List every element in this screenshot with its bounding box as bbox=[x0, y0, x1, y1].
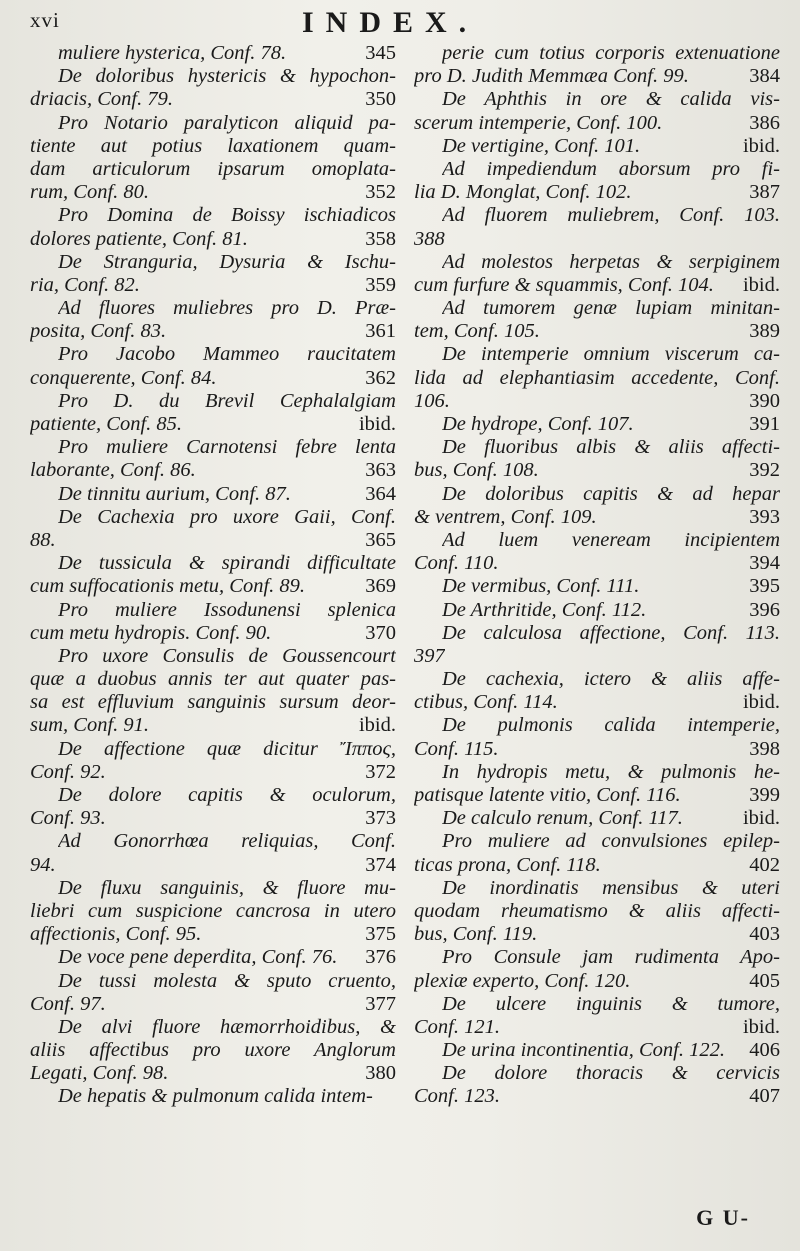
entry-text: driacis, Conf. 79. bbox=[30, 88, 173, 111]
entry-page-number: 361 bbox=[365, 320, 396, 343]
index-column-left bbox=[30, 42, 396, 1109]
index-entry bbox=[414, 877, 780, 947]
entry-page-number: 380 bbox=[365, 1062, 396, 1085]
entry-text: patiente, Conf. 85. bbox=[30, 413, 183, 435]
entry-line bbox=[30, 274, 396, 297]
index-entry bbox=[30, 877, 396, 947]
entry-text: laborante, Conf. 86. bbox=[30, 459, 196, 482]
entry-page-number: 394 bbox=[749, 552, 780, 575]
entry-page-number: 364 bbox=[365, 482, 396, 505]
entry-text: tem, Conf. 105. bbox=[414, 320, 540, 343]
index-entry bbox=[30, 599, 396, 645]
entry-line bbox=[30, 413, 396, 436]
entry-line bbox=[30, 1039, 396, 1062]
entry-page-number: 345 bbox=[365, 42, 396, 64]
entry-text: pro D. Judith Memmæa Conf. 99. bbox=[414, 65, 689, 88]
entry-page-number: ibid. bbox=[742, 691, 780, 714]
entry-line bbox=[414, 645, 780, 668]
entry-text: lia D. Monglat, Conf. 102. bbox=[414, 181, 632, 204]
entry-page-number: 376 bbox=[365, 946, 396, 969]
entry-page-number: 386 bbox=[749, 111, 780, 134]
entry-text: 94. bbox=[30, 853, 56, 876]
entry-text: 106. bbox=[414, 389, 450, 412]
entry-line bbox=[414, 1016, 780, 1039]
entry-line bbox=[30, 993, 396, 1016]
entry-line bbox=[414, 1039, 780, 1062]
entry-page-number: 352 bbox=[365, 181, 396, 204]
entry-line bbox=[30, 181, 396, 204]
index-entry bbox=[30, 297, 396, 343]
entry-line bbox=[414, 251, 780, 274]
entry-text: bus, Conf. 119. bbox=[414, 923, 538, 946]
entry-line bbox=[414, 830, 780, 853]
entry-text: rum, Conf. 80. bbox=[30, 181, 150, 204]
index-entry bbox=[414, 575, 780, 598]
index-entry bbox=[414, 251, 780, 297]
index-entry bbox=[30, 506, 396, 552]
entry-page-number: 384 bbox=[749, 65, 780, 88]
index-entry bbox=[30, 483, 396, 506]
entry-line bbox=[30, 575, 396, 598]
entry-line bbox=[414, 181, 780, 204]
entry-page-number: ibid. bbox=[742, 134, 780, 157]
entry-line bbox=[414, 622, 780, 645]
index-entry bbox=[414, 135, 780, 158]
entry-line bbox=[414, 761, 780, 784]
entry-text: cum suffocationis metu, Conf. 89. bbox=[30, 575, 306, 598]
index-entry bbox=[30, 343, 396, 389]
entry-line bbox=[414, 946, 780, 969]
entry-line bbox=[30, 112, 396, 135]
entry-page-number: 359 bbox=[365, 273, 396, 296]
index-entry bbox=[414, 714, 780, 760]
index-entry bbox=[414, 158, 780, 204]
entry-line bbox=[30, 158, 396, 181]
entry-page-number: ibid. bbox=[358, 413, 396, 435]
index-entry bbox=[30, 645, 396, 738]
entry-text: muliere hysterica, Conf. 78. bbox=[58, 42, 287, 64]
index-entry bbox=[30, 830, 396, 876]
entry-text: & ventrem, Conf. 109. bbox=[414, 505, 597, 528]
entry-text: perie cum totius corporis extenuatione bbox=[442, 42, 780, 64]
entry-text: affectionis, Conf. 95. bbox=[30, 923, 202, 946]
entry-line bbox=[414, 297, 780, 320]
entry-page-number: 375 bbox=[365, 923, 396, 946]
entry-text: De dolore thoracis & cervicis bbox=[442, 1062, 780, 1085]
entry-page-number: 374 bbox=[365, 853, 396, 876]
entry-page-number: 402 bbox=[749, 853, 780, 876]
entry-line bbox=[30, 320, 396, 343]
entry-text: Pro Notario paralyticon aliquid pa- bbox=[58, 111, 396, 134]
entry-text: cum metu hydropis. Conf. 90. bbox=[30, 621, 272, 644]
entry-line bbox=[30, 830, 396, 853]
entry-text: De hydrope, Conf. 107. bbox=[442, 413, 634, 435]
entry-text: Conf. 121. bbox=[414, 1015, 500, 1038]
index-entry bbox=[414, 297, 780, 343]
entry-page-number: 407 bbox=[749, 1085, 780, 1108]
entry-line bbox=[30, 1085, 396, 1108]
entry-page-number: ibid. bbox=[358, 714, 396, 737]
entry-line bbox=[30, 343, 396, 366]
entry-text: Pro muliere Issodunensi splenica bbox=[58, 598, 396, 621]
entry-line bbox=[414, 204, 780, 227]
index-entry bbox=[30, 251, 396, 297]
entry-line bbox=[30, 970, 396, 993]
entry-line bbox=[30, 784, 396, 807]
entry-text: Ad luem veneream incipientem bbox=[442, 528, 780, 551]
index-entry bbox=[414, 946, 780, 992]
page-header bbox=[30, 6, 778, 42]
index-entry bbox=[30, 1016, 396, 1086]
entry-text: Conf. 92. bbox=[30, 760, 106, 783]
entry-text: quæ a duobus annis ter aut quater pas- bbox=[30, 668, 396, 691]
entry-line bbox=[30, 807, 396, 830]
index-entry bbox=[414, 1039, 780, 1062]
entry-text: De intemperie omnium viscerum ca- bbox=[442, 343, 780, 366]
entry-text: Ad Gonorrhœa reliquias, Conf. bbox=[58, 830, 396, 853]
entry-text: De Cachexia pro uxore Gaii, Conf. bbox=[58, 505, 396, 528]
entry-page-number: ibid. bbox=[742, 273, 780, 296]
entry-text: De affectione quæ dicitur Ἴππος, bbox=[58, 737, 396, 760]
index-entry bbox=[30, 970, 396, 1016]
entry-text: Pro muliere Carnotensi febre lenta bbox=[58, 436, 396, 459]
entry-line bbox=[414, 228, 780, 251]
entry-text: De alvi fluore hæmorrhoidibus, & bbox=[58, 1015, 396, 1038]
index-entry bbox=[30, 784, 396, 830]
index-entry bbox=[414, 413, 780, 436]
entry-text: Legati, Conf. 98. bbox=[30, 1062, 169, 1085]
entry-line bbox=[30, 923, 396, 946]
index-entry bbox=[30, 946, 396, 969]
index-entry bbox=[414, 599, 780, 622]
index-entry bbox=[414, 668, 780, 714]
entry-text: Ad molestos herpetas & serpiginem bbox=[442, 250, 780, 273]
entry-text: Conf. 123. bbox=[414, 1085, 500, 1108]
entry-text: De voce pene deperdita, Conf. 76. bbox=[58, 946, 338, 969]
entry-line bbox=[414, 274, 780, 297]
index-entry bbox=[30, 42, 396, 65]
entry-line bbox=[414, 923, 780, 946]
entry-page-number: 365 bbox=[365, 528, 396, 551]
entry-line bbox=[30, 459, 396, 482]
entry-text: cum furfure & squammis, Conf. 104. bbox=[414, 273, 714, 296]
entry-page-number: 398 bbox=[749, 737, 780, 760]
entry-line bbox=[414, 158, 780, 181]
entry-line bbox=[30, 946, 396, 969]
entry-line bbox=[414, 529, 780, 552]
entry-line bbox=[414, 807, 780, 830]
entry-text: De Aphthis in ore & calida vis- bbox=[442, 88, 780, 111]
entry-line bbox=[414, 506, 780, 529]
entry-text: De fluoribus albis & aliis affecti- bbox=[442, 436, 780, 459]
entry-text: De urina incontinentia, Conf. 122. bbox=[442, 1039, 725, 1062]
entry-line bbox=[30, 506, 396, 529]
entry-line bbox=[30, 88, 396, 111]
entry-page-number: ibid. bbox=[742, 1015, 780, 1038]
entry-line bbox=[414, 900, 780, 923]
entry-text: De calculo renum, Conf. 117. bbox=[442, 807, 683, 830]
entry-line bbox=[30, 483, 396, 506]
index-entry bbox=[414, 830, 780, 876]
entry-page-number: 391 bbox=[749, 413, 780, 435]
entry-line bbox=[414, 320, 780, 343]
entry-line bbox=[30, 877, 396, 900]
entry-text: De fluxu sanguinis, & fluore mu- bbox=[58, 876, 396, 899]
page-title: INDEX. bbox=[302, 6, 479, 39]
entry-text: 88. bbox=[30, 528, 56, 551]
index-entry bbox=[414, 1062, 780, 1108]
entry-text: sa est effluvium sanguinis sursum deor- bbox=[30, 691, 396, 714]
entry-text: De doloribus capitis & ad hepar bbox=[442, 482, 780, 505]
entry-line bbox=[30, 390, 396, 413]
entry-text: De dolore capitis & oculorum, bbox=[58, 784, 396, 806]
entry-text: lida ad elephantiasim accedente, Conf. bbox=[414, 366, 780, 389]
index-entry bbox=[414, 622, 780, 668]
entry-line bbox=[30, 714, 396, 737]
entry-text: De tinnitu aurium, Conf. 87. bbox=[58, 482, 291, 505]
index-entry bbox=[414, 761, 780, 807]
entry-text: Ad tumorem genæ lupiam minitan- bbox=[442, 297, 780, 320]
index-entry bbox=[30, 738, 396, 784]
entry-line bbox=[414, 413, 780, 436]
index-entry bbox=[414, 436, 780, 482]
entry-text: dolores patiente, Conf. 81. bbox=[30, 227, 248, 250]
index-entry bbox=[30, 1085, 396, 1108]
index-entry bbox=[414, 88, 780, 134]
entry-line bbox=[30, 297, 396, 320]
entry-page-number: 370 bbox=[365, 621, 396, 644]
entry-text: bus, Conf. 108. bbox=[414, 459, 539, 482]
entry-text: 397 bbox=[414, 644, 445, 667]
index-entry bbox=[414, 42, 780, 88]
entry-text: ctibus, Conf. 114. bbox=[414, 691, 558, 714]
entry-line bbox=[414, 784, 780, 807]
entry-text: Pro Consule jam rudimenta Apo- bbox=[442, 946, 780, 969]
entry-text: tiente aut potius laxationem quam- bbox=[30, 134, 396, 157]
entry-text: posita, Conf. 83. bbox=[30, 320, 167, 343]
entry-page-number: 350 bbox=[365, 88, 396, 111]
entry-line bbox=[414, 1085, 780, 1108]
entry-line bbox=[414, 668, 780, 691]
entry-text: De Arthritide, Conf. 112. bbox=[442, 598, 647, 621]
entry-page-number: 395 bbox=[749, 575, 780, 598]
entry-line bbox=[30, 436, 396, 459]
entry-text: Ad impediendum aborsum pro fi- bbox=[442, 157, 780, 180]
index-entry bbox=[414, 807, 780, 830]
entry-text: plexiæ experto, Conf. 120. bbox=[414, 969, 631, 992]
entry-line bbox=[30, 228, 396, 251]
entry-page-number: 405 bbox=[749, 969, 780, 992]
entry-text: De calculosa affectione, Conf. 113. bbox=[442, 621, 780, 644]
entry-text: De pulmonis calida intemperie, bbox=[442, 714, 780, 737]
catchword: G U- bbox=[696, 1205, 750, 1230]
entry-text: Pro Domina de Boissy ischiadicos bbox=[58, 204, 396, 227]
entry-text: De hepatis & pulmonum calida intem- bbox=[58, 1085, 373, 1108]
entry-text: sum, Conf. 91. bbox=[30, 714, 150, 737]
entry-text: dam articulorum ipsarum omoplata- bbox=[30, 157, 396, 180]
entry-text: ria, Conf. 82. bbox=[30, 273, 140, 296]
entry-line bbox=[30, 367, 396, 390]
entry-line bbox=[414, 390, 780, 413]
entry-line bbox=[414, 552, 780, 575]
entry-text: 388 bbox=[414, 227, 445, 250]
entry-text: ticas prona, Conf. 118. bbox=[414, 853, 601, 876]
entry-page-number: 399 bbox=[749, 784, 780, 806]
entry-line bbox=[414, 738, 780, 761]
entry-line bbox=[414, 877, 780, 900]
entry-line bbox=[414, 112, 780, 135]
entry-line bbox=[414, 88, 780, 111]
index-entry bbox=[30, 112, 396, 205]
entry-line bbox=[30, 599, 396, 622]
entry-line bbox=[30, 65, 396, 88]
entry-text: quodam rheumatismo & aliis affecti- bbox=[414, 899, 780, 922]
page-number: xvi bbox=[30, 8, 60, 32]
entry-text: Pro Jacobo Mammeo raucitatem bbox=[58, 343, 396, 366]
entry-text: Conf. 110. bbox=[414, 552, 499, 575]
entry-page-number: 403 bbox=[749, 923, 780, 946]
entry-line bbox=[30, 251, 396, 274]
entry-page-number: ibid. bbox=[742, 807, 780, 830]
entry-line bbox=[30, 738, 396, 761]
entry-text: Conf. 93. bbox=[30, 807, 106, 830]
index-entry bbox=[414, 529, 780, 575]
entry-text: Conf. 115. bbox=[414, 737, 499, 760]
entry-page-number: 377 bbox=[365, 992, 396, 1015]
index-entry bbox=[414, 993, 780, 1039]
entry-line bbox=[30, 622, 396, 645]
entry-text: patisque latente vitio, Conf. 116. bbox=[414, 784, 681, 806]
entry-text: De inordinatis mensibus & uteri bbox=[442, 876, 780, 899]
entry-text: De ulcere inguinis & tumore, bbox=[442, 992, 780, 1015]
entry-line bbox=[414, 854, 780, 877]
index-entry bbox=[414, 204, 780, 250]
entry-page-number: 369 bbox=[365, 575, 396, 598]
entry-text: De doloribus hystericis & hypochon- bbox=[58, 65, 396, 88]
index-entry bbox=[30, 390, 396, 436]
entry-text: Ad fluorem muliebrem, Conf. 103. bbox=[442, 204, 780, 227]
entry-text: Pro uxore Consulis de Goussencourt bbox=[58, 644, 396, 667]
entry-text: De cachexia, ictero & aliis affe- bbox=[442, 668, 780, 691]
entry-text: aliis affectibus pro uxore Anglorum bbox=[30, 1039, 396, 1062]
entry-line bbox=[30, 645, 396, 668]
entry-page-number: 390 bbox=[749, 389, 780, 412]
entry-line bbox=[414, 575, 780, 598]
index-entry bbox=[30, 436, 396, 482]
entry-page-number: 387 bbox=[749, 181, 780, 204]
entry-line bbox=[30, 204, 396, 227]
entry-line bbox=[30, 668, 396, 691]
entry-text: Pro D. du Brevil Cephalalgiam bbox=[58, 389, 396, 412]
entry-line bbox=[30, 552, 396, 575]
entry-line bbox=[414, 42, 780, 65]
entry-text: De tussi molesta & sputo cruento, bbox=[58, 969, 396, 992]
entry-page-number: 363 bbox=[365, 459, 396, 482]
index-entry bbox=[414, 483, 780, 529]
entry-page-number: 396 bbox=[749, 598, 780, 621]
entry-line bbox=[30, 761, 396, 784]
entry-line bbox=[414, 343, 780, 366]
entry-page-number: 372 bbox=[365, 760, 396, 783]
entry-line bbox=[414, 599, 780, 622]
entry-text: De tussicula & spirandi difficultate bbox=[58, 552, 396, 575]
entry-text: De vermibus, Conf. 111. bbox=[442, 575, 640, 598]
entry-line bbox=[414, 367, 780, 390]
entry-text: Conf. 97. bbox=[30, 992, 106, 1015]
entry-page-number: 406 bbox=[749, 1039, 780, 1062]
index-entry bbox=[30, 65, 396, 111]
entry-line bbox=[414, 691, 780, 714]
entry-page-number: 358 bbox=[365, 227, 396, 250]
entry-text: De Stranguria, Dysuria & Ischu- bbox=[58, 250, 396, 273]
entry-line bbox=[414, 970, 780, 993]
entry-line bbox=[30, 42, 396, 65]
entry-line bbox=[414, 135, 780, 158]
entry-line bbox=[414, 993, 780, 1016]
entry-page-number: 362 bbox=[365, 366, 396, 389]
entry-line bbox=[414, 1062, 780, 1085]
entry-text: conquerente, Conf. 84. bbox=[30, 366, 217, 389]
entry-line bbox=[414, 65, 780, 88]
index-entry bbox=[414, 343, 780, 413]
index-entry bbox=[30, 552, 396, 598]
entry-line bbox=[30, 900, 396, 923]
entry-line bbox=[30, 854, 396, 877]
entry-text: Pro muliere ad convulsiones epilep- bbox=[442, 830, 780, 853]
index-entry bbox=[30, 204, 396, 250]
entry-page-number: 392 bbox=[749, 459, 780, 482]
entry-text: liebri cum suspicione cancrosa in utero bbox=[30, 899, 396, 922]
entry-text: Ad fluores muliebres pro D. Præ- bbox=[58, 297, 396, 320]
entry-line bbox=[414, 714, 780, 737]
entry-text: De vertigine, Conf. 101. bbox=[442, 134, 641, 157]
entry-page-number: 373 bbox=[365, 807, 396, 830]
entry-line bbox=[30, 529, 396, 552]
entry-line bbox=[30, 1016, 396, 1039]
index-column-right bbox=[414, 42, 780, 1109]
entry-line bbox=[30, 691, 396, 714]
entry-page-number: 393 bbox=[749, 505, 780, 528]
entry-line bbox=[414, 483, 780, 506]
entry-text: scerum intemperie, Conf. 100. bbox=[414, 111, 663, 134]
entry-line bbox=[414, 459, 780, 482]
index-columns bbox=[30, 42, 778, 1109]
entry-page-number: 389 bbox=[749, 320, 780, 343]
entry-line bbox=[30, 1062, 396, 1085]
entry-line bbox=[414, 436, 780, 459]
entry-line bbox=[30, 135, 396, 158]
entry-text: In hydropis metu, & pulmonis he- bbox=[442, 760, 780, 783]
